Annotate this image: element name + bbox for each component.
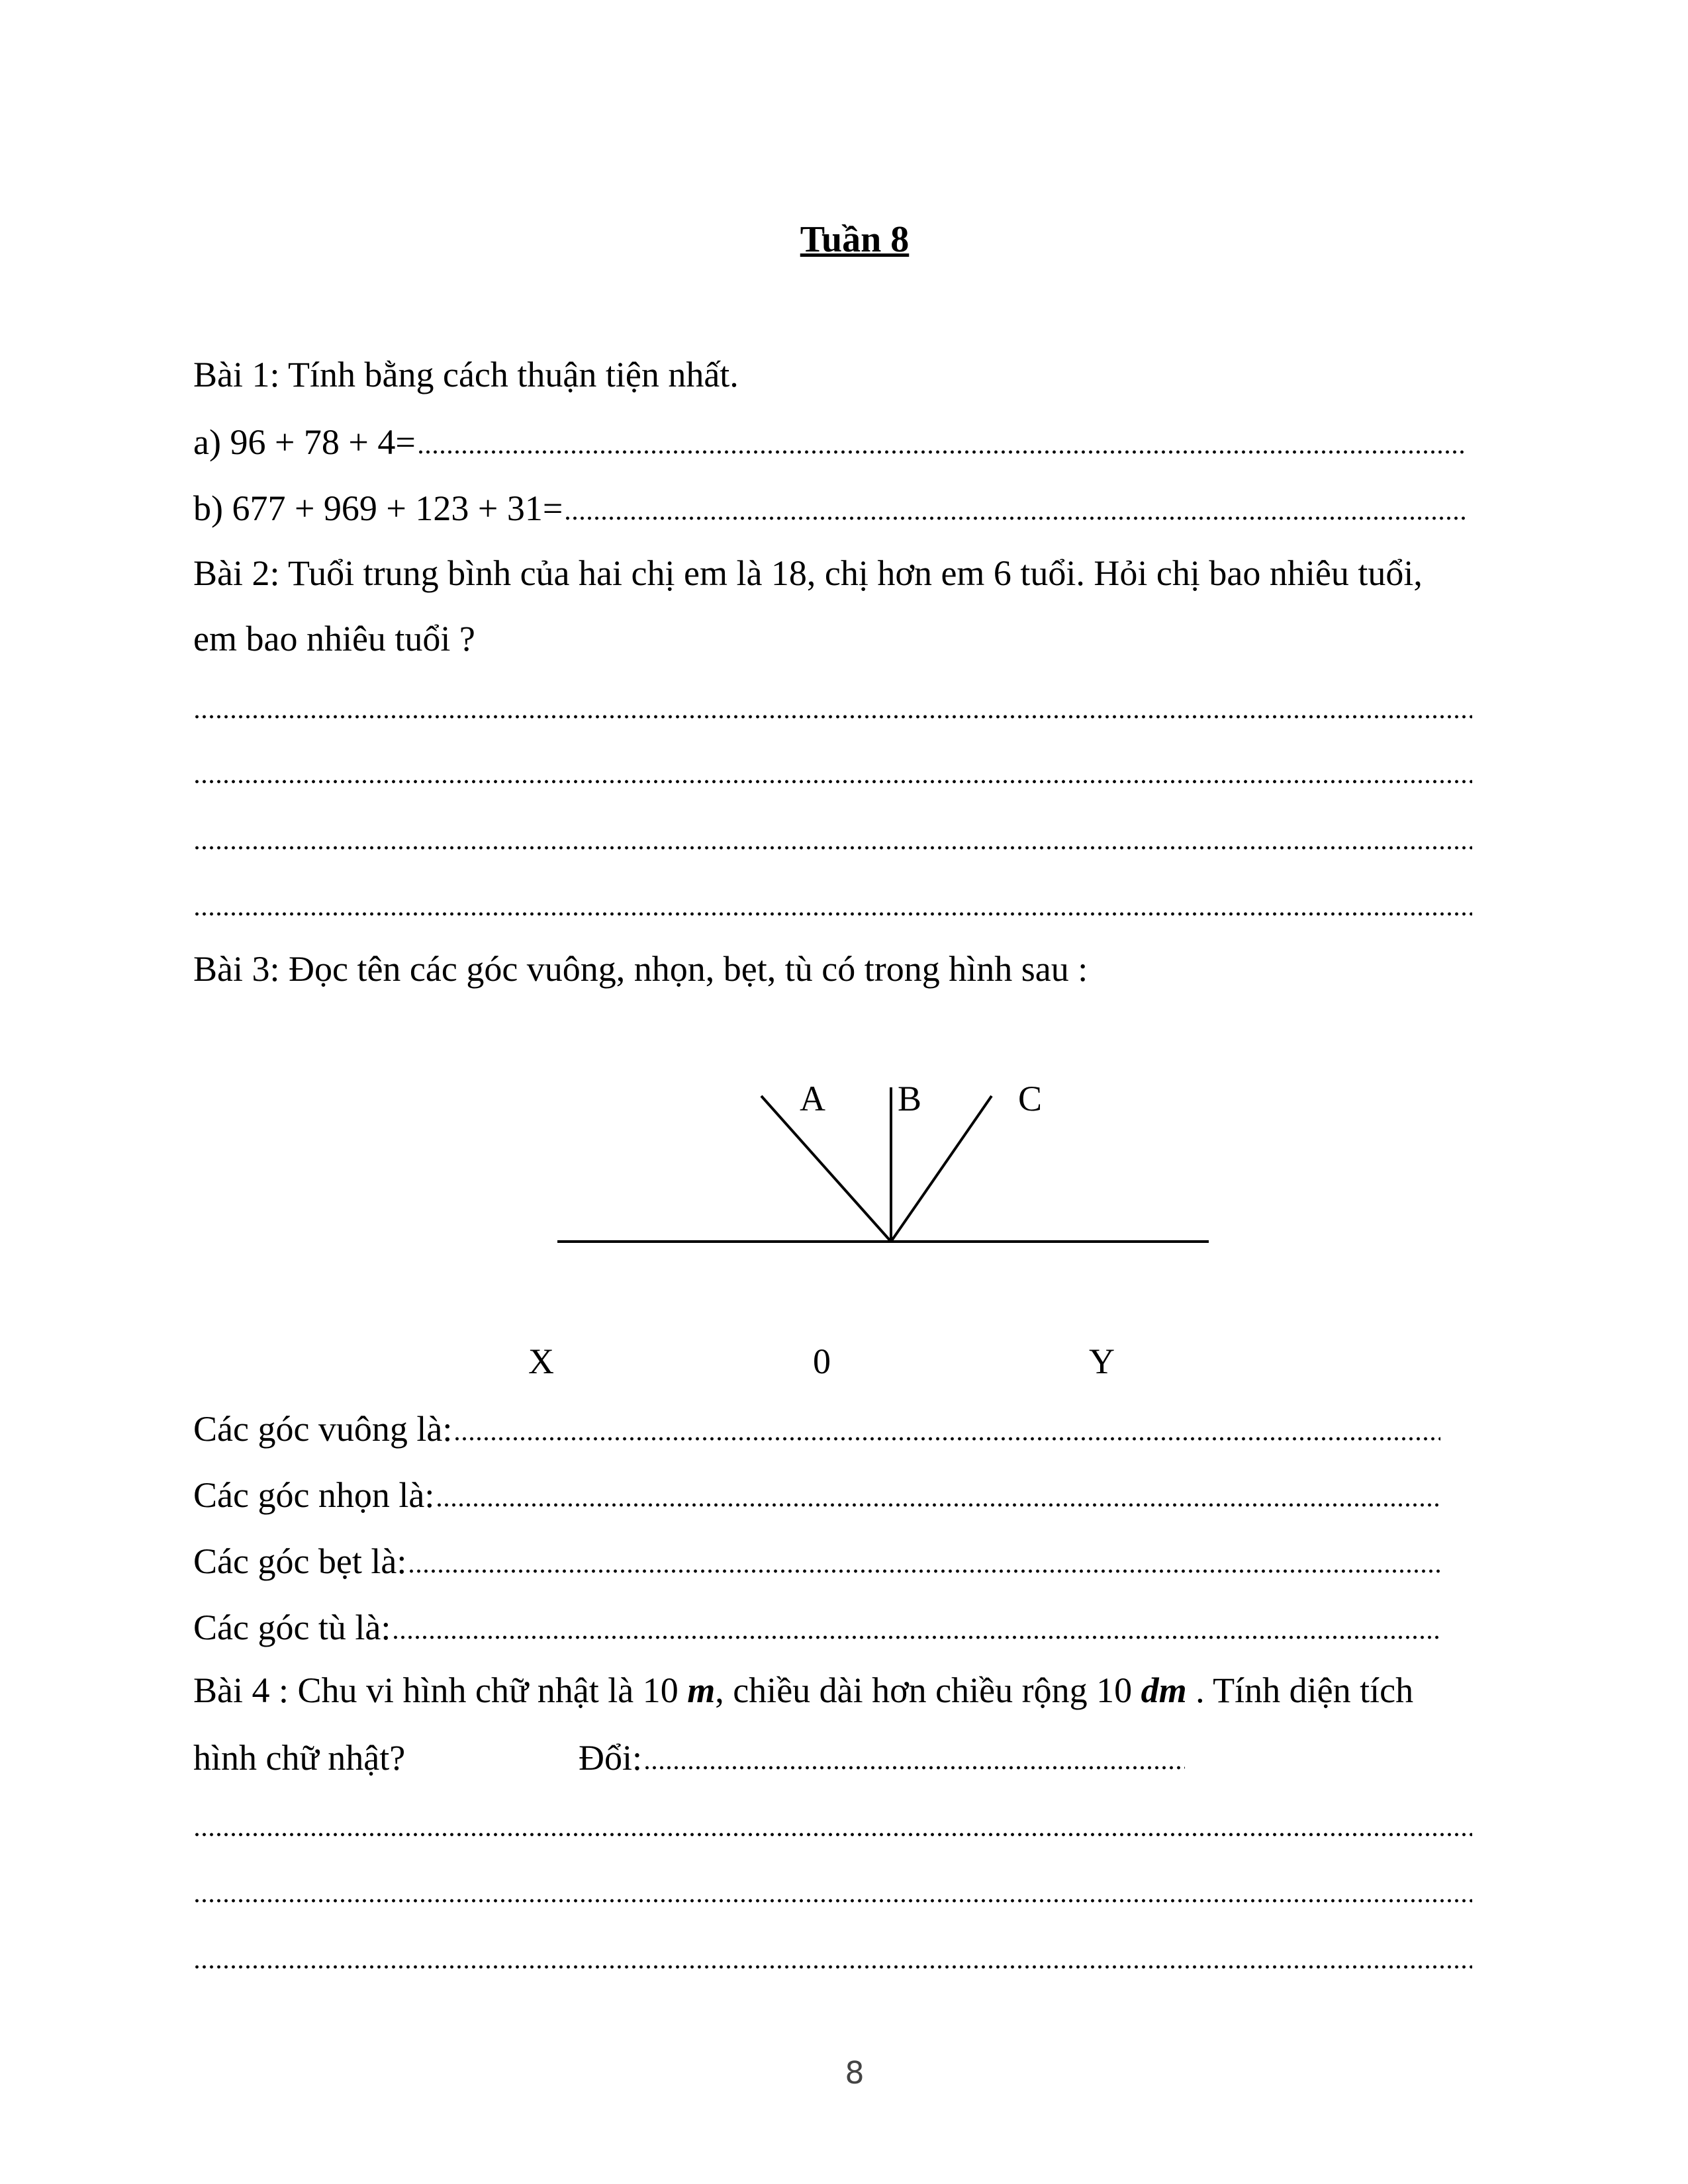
unit-m: m [687, 1670, 716, 1710]
bai4-text-3: . Tính diện tích [1186, 1670, 1414, 1710]
label-c: C [1018, 1079, 1043, 1118]
bai4-text-1: Bài 4 : Chu vi hình chữ nhật là 10 [193, 1670, 688, 1710]
answer-blank-line[interactable] [193, 1899, 1472, 1903]
bai1-a-text: a) 96 + 78 + 4= [193, 422, 416, 462]
bai3-heading-text: Bài 3: Đọc tên các góc vuông, nhọn, bẹt, tù có trong hình sau : [193, 949, 1088, 989]
bai2-line2-text: em bao nhiêu tuổi ? [193, 619, 475, 659]
bai4-text-2: , chiều dài hơn chiều rộng 10 [715, 1670, 1141, 1710]
answer-blank-line[interactable] [193, 1833, 1472, 1837]
page-title: Tuần 8 [800, 219, 910, 260]
answer-blank[interactable] [392, 1635, 1440, 1639]
doi-label: Đổi: [579, 1738, 643, 1778]
doi-field [579, 1735, 1185, 1781]
answer-bet [193, 1538, 1440, 1584]
answer-tu [193, 1604, 1440, 1651]
label-o: 0 [813, 1342, 831, 1381]
answer-blank[interactable] [453, 1437, 1440, 1441]
answer-tu-label: Các góc tù là: [193, 1608, 391, 1647]
unit-dm: dm [1141, 1670, 1187, 1710]
label-x: X [528, 1342, 554, 1381]
answer-vuong [193, 1406, 1440, 1452]
label-y: Y [1089, 1342, 1115, 1381]
label-b: B [898, 1079, 922, 1118]
answer-nhon-label: Các góc nhọn là: [193, 1475, 435, 1515]
label-a: A [800, 1079, 825, 1118]
ray-oa [761, 1096, 891, 1242]
page-number: 8 [845, 2055, 865, 2091]
answer-nhon [193, 1472, 1440, 1518]
answer-vuong-label: Các góc vuông là: [193, 1409, 453, 1449]
answer-bet-label: Các góc bẹt là: [193, 1541, 407, 1581]
bai1-heading-text: Bài 1: Tính bằng cách thuận tiện nhất. [193, 355, 739, 394]
bai4-line2-text: hình chữ nhật? [193, 1738, 406, 1778]
bai2-line1-text: Bài 2: Tuổi trung bình của hai chị em là 18, chị hơn em 6 tuổi. Hỏi chị bao nhiêu tuổi, [193, 553, 1423, 593]
answer-blank-line[interactable] [193, 1965, 1472, 1969]
bai4-line1 [193, 1667, 1472, 1713]
answer-blank[interactable] [408, 1569, 1440, 1573]
answer-blank[interactable] [643, 1766, 1185, 1770]
bai1-b-text: b) 677 + 969 + 123 + 31= [193, 488, 563, 528]
answer-blank[interactable] [436, 1503, 1440, 1507]
